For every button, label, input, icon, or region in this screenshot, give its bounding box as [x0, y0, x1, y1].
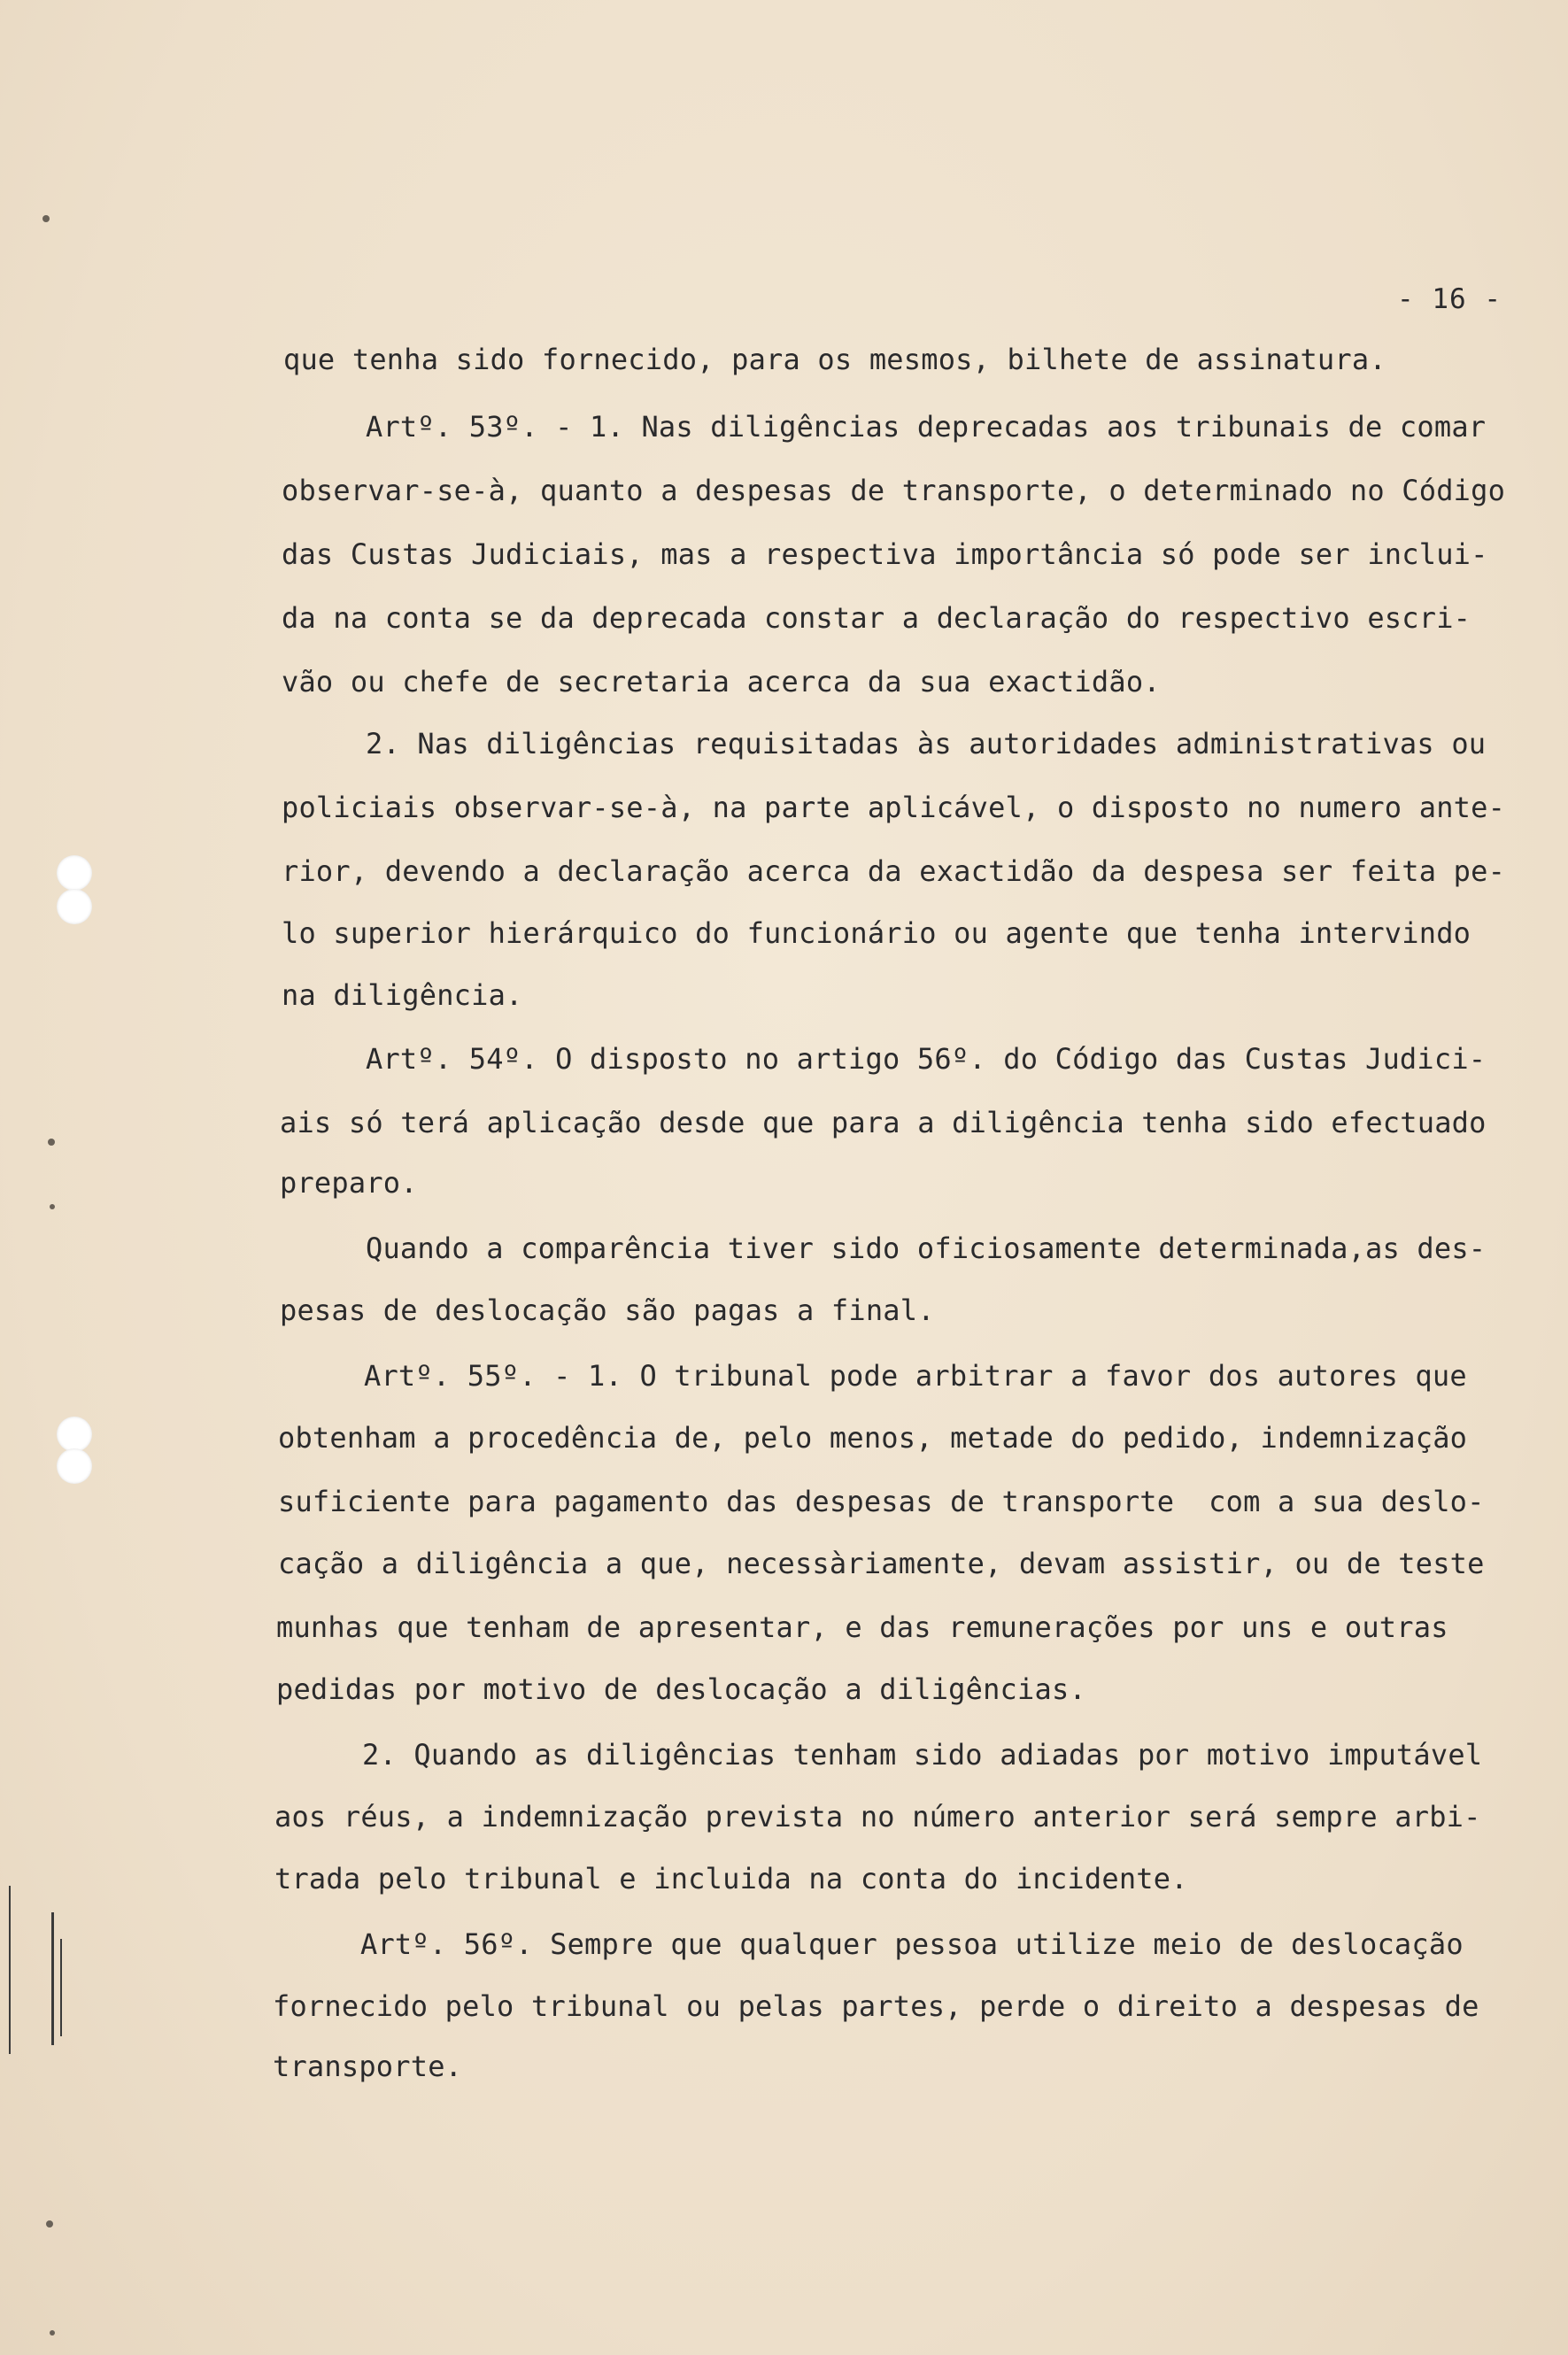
text-line: Artº. 56º. Sempre que qualquer pessoa utilize meio de deslocação: [360, 1927, 1464, 1961]
text-line: Quando a comparência tiver sido oficiosamente determinada,as des-: [366, 1232, 1487, 1265]
text-line: transporte.: [273, 2050, 463, 2083]
text-line: pesas de deslocação são pagas a final.: [280, 1293, 935, 1327]
text-line: policiais observar-se-à, na parte aplicável, o disposto no numero ante-: [282, 791, 1506, 824]
text-line: cação a diligência a que, necessàriamente, devam assistir, ou de teste: [278, 1547, 1485, 1580]
margin-mark: [51, 1912, 54, 2045]
margin-dot: [46, 2220, 53, 2228]
text-line: da na conta se da deprecada constar a declaração do respectivo escri-: [282, 601, 1471, 635]
margin-dot: [42, 215, 50, 222]
text-line: aos réus, a indemnização prevista no número anterior será sempre arbi-: [274, 1800, 1481, 1834]
margin-mark: [60, 1939, 62, 2036]
text-line: Artº. 54º. O disposto no artigo 56º. do Código das Custas Judici-: [366, 1042, 1487, 1076]
punch-hole-bottom-upper: [57, 1417, 92, 1452]
text-line: pedidas por motivo de deslocação a diligências.: [276, 1672, 1086, 1706]
text-line: 2. Nas diligências requisitadas às autoridades administrativas ou: [366, 727, 1487, 761]
punch-hole-top-lower: [57, 889, 92, 924]
text-line: trada pelo tribunal e incluida na conta do incidente.: [274, 1862, 1188, 1896]
text-line: vão ou chefe de secretaria acerca da sua exactidão.: [282, 665, 1161, 699]
margin-dot: [50, 2330, 55, 2336]
margin-mark: [9, 1886, 11, 2054]
text-line: observar-se-à, quanto a despesas de transporte, o determinado no Código: [282, 474, 1506, 507]
text-line: suficiente para pagamento das despesas de transporte com a sua deslo-: [278, 1485, 1485, 1518]
text-line: fornecido pelo tribunal ou pelas partes, perde o direito a despesas de: [273, 1989, 1479, 2023]
text-line: 2. Quando as diligências tenham sido adiadas por motivo imputável: [362, 1738, 1483, 1772]
text-line: que tenha sido fornecido, para os mesmos, bilhete de assinatura.: [283, 343, 1386, 376]
margin-dot: [48, 1139, 55, 1146]
text-line: obtenham a procedência de, pelo menos, metade do pedido, indemnização: [278, 1421, 1468, 1455]
page-number: - 16 -: [1397, 283, 1502, 315]
text-line: na diligência.: [282, 978, 523, 1012]
text-line: preparo.: [280, 1166, 418, 1200]
text-line: das Custas Judiciais, mas a respectiva importância só pode ser inclui-: [282, 537, 1488, 571]
text-line: munhas que tenham de apresentar, e das remunerações por uns e outras: [276, 1610, 1448, 1644]
text-line: Artº. 53º. - 1. Nas diligências deprecadas aos tribunais de comar: [366, 410, 1487, 444]
text-line: lo superior hierárquico do funcionário ou agente que tenha intervindo: [282, 916, 1471, 950]
text-line: ais só terá aplicação desde que para a diligência tenha sido efectuado: [280, 1106, 1487, 1139]
punch-hole-top-upper: [57, 855, 92, 891]
punch-hole-bottom-lower: [57, 1448, 92, 1484]
text-line: Artº. 55º. - 1. O tribunal pode arbitrar a favor dos autores que: [364, 1359, 1467, 1393]
text-line: rior, devendo a declaração acerca da exactidão da despesa ser feita pe-: [282, 854, 1506, 888]
margin-dot: [50, 1204, 55, 1209]
